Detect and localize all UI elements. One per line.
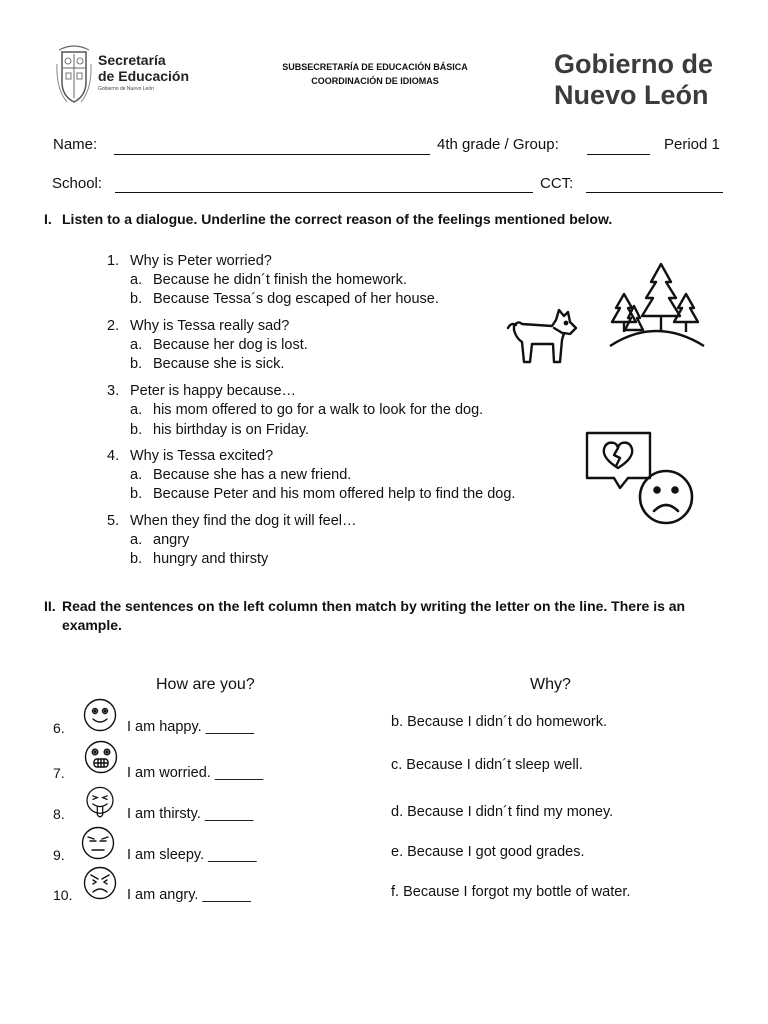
reason-c[interactable]: c. Because I didn´t sleep well.	[391, 757, 583, 773]
section-2-title	[44, 597, 742, 635]
government-title-line-2: Nuevo León	[554, 80, 709, 110]
reason-f[interactable]: f. Because I forgot my bottle of water.	[391, 884, 631, 900]
match-number-10: 10.	[53, 887, 73, 903]
section-1-number: I.	[44, 211, 52, 227]
question-3-option-a[interactable]: a. his mom offered to go for a walk to look for the dog.	[130, 402, 484, 418]
name-input-line[interactable]	[114, 154, 430, 155]
feeling-happy[interactable]: I am happy. ______	[127, 719, 255, 735]
match-number-9: 9.	[53, 847, 65, 863]
question-2: 2. Why is Tessa really sad?	[107, 318, 290, 334]
reason-e[interactable]: e. Because I got good grades.	[391, 844, 585, 860]
match-number-7: 7.	[53, 765, 65, 781]
coordinacion-heading: COORDINACIÓN DE IDIOMAS	[311, 76, 439, 86]
question-1-option-a[interactable]: a. Because he didn´t finish the homework.	[130, 272, 407, 288]
question-1-option-b[interactable]: b. Because Tessa´s dog escaped of her house.	[130, 291, 439, 307]
how-are-you-header: How are you?	[156, 676, 255, 693]
question-1: 1. Why is Peter worried?	[107, 253, 272, 269]
feeling-sleepy[interactable]: I am sleepy. ______	[127, 847, 257, 863]
logo-line-2: de Educación	[98, 68, 190, 84]
name-label: Name:	[53, 136, 98, 153]
school-input-line[interactable]	[115, 192, 533, 193]
reason-b[interactable]: b. Because I didn´t do homework.	[391, 714, 608, 730]
feeling-angry[interactable]: I am angry. ______	[127, 887, 251, 903]
feeling-worried[interactable]: I am worried. ______	[127, 765, 264, 781]
school-label: School:	[52, 175, 103, 192]
feeling-thirsty[interactable]: I am thirsty. ______	[127, 806, 254, 822]
question-3: 3. Peter is happy because…	[107, 383, 297, 399]
question-2-option-a[interactable]: a. Because her dog is lost.	[130, 337, 308, 353]
subsecretaria-heading: SUBSECRETARÍA DE EDUCACIÓN BÁSICA	[282, 62, 468, 72]
thirsty-face-icon	[83, 786, 117, 820]
question-3-option-b[interactable]: b. his birthday is on Friday.	[130, 422, 310, 438]
question-5-option-b[interactable]: b. hungry and thirsty	[130, 551, 269, 567]
government-title-line-1: Gobierno de	[554, 49, 714, 79]
section-2-number: II.	[44, 598, 56, 614]
question-4: 4. Why is Tessa excited?	[107, 448, 274, 464]
section-2-instructions: Read the sentences on the left column then match by writing the letter on the line. There is an example.	[62, 598, 686, 633]
worried-face-icon	[84, 740, 118, 774]
logo-line-1: Secretaría	[98, 52, 166, 68]
match-number-6: 6.	[53, 720, 65, 736]
question-4-option-b[interactable]: b. Because Peter and his mom offered help to find the dog.	[130, 486, 516, 502]
question-5: 5. When they find the dog it will feel…	[107, 513, 357, 529]
secretaria-logo	[52, 40, 192, 112]
group-input-line[interactable]	[587, 154, 650, 155]
section-1-title	[44, 210, 752, 229]
match-number-8: 8.	[53, 806, 65, 822]
grade-group-label: 4th grade / Group:	[437, 136, 559, 153]
sad-face-icon	[637, 468, 695, 526]
question-2-option-b[interactable]: b. Because she is sick.	[130, 356, 285, 372]
cct-input-line[interactable]	[586, 192, 723, 193]
question-4-option-a[interactable]: a. Because she has a new friend.	[130, 467, 352, 483]
government-title	[554, 49, 713, 111]
coat-of-arms-icon	[56, 44, 92, 106]
section-1-instructions: Listen to a dialogue. Underline the correct reason of the feelings mentioned below.	[62, 211, 613, 227]
dog-icon	[506, 306, 582, 368]
angry-face-icon	[83, 866, 117, 900]
forest-trees-icon	[606, 260, 708, 352]
why-header: Why?	[530, 676, 571, 693]
question-5-option-a[interactable]: a. angry	[130, 532, 190, 548]
happy-face-icon	[83, 698, 117, 732]
sleepy-face-icon	[81, 826, 115, 860]
cct-label: CCT:	[540, 175, 574, 192]
reason-d[interactable]: d. Because I didn´t find my money.	[391, 804, 614, 820]
logo-line-3: Gobierno de Nuevo León	[98, 86, 154, 92]
period-label: Period 1	[664, 136, 720, 153]
